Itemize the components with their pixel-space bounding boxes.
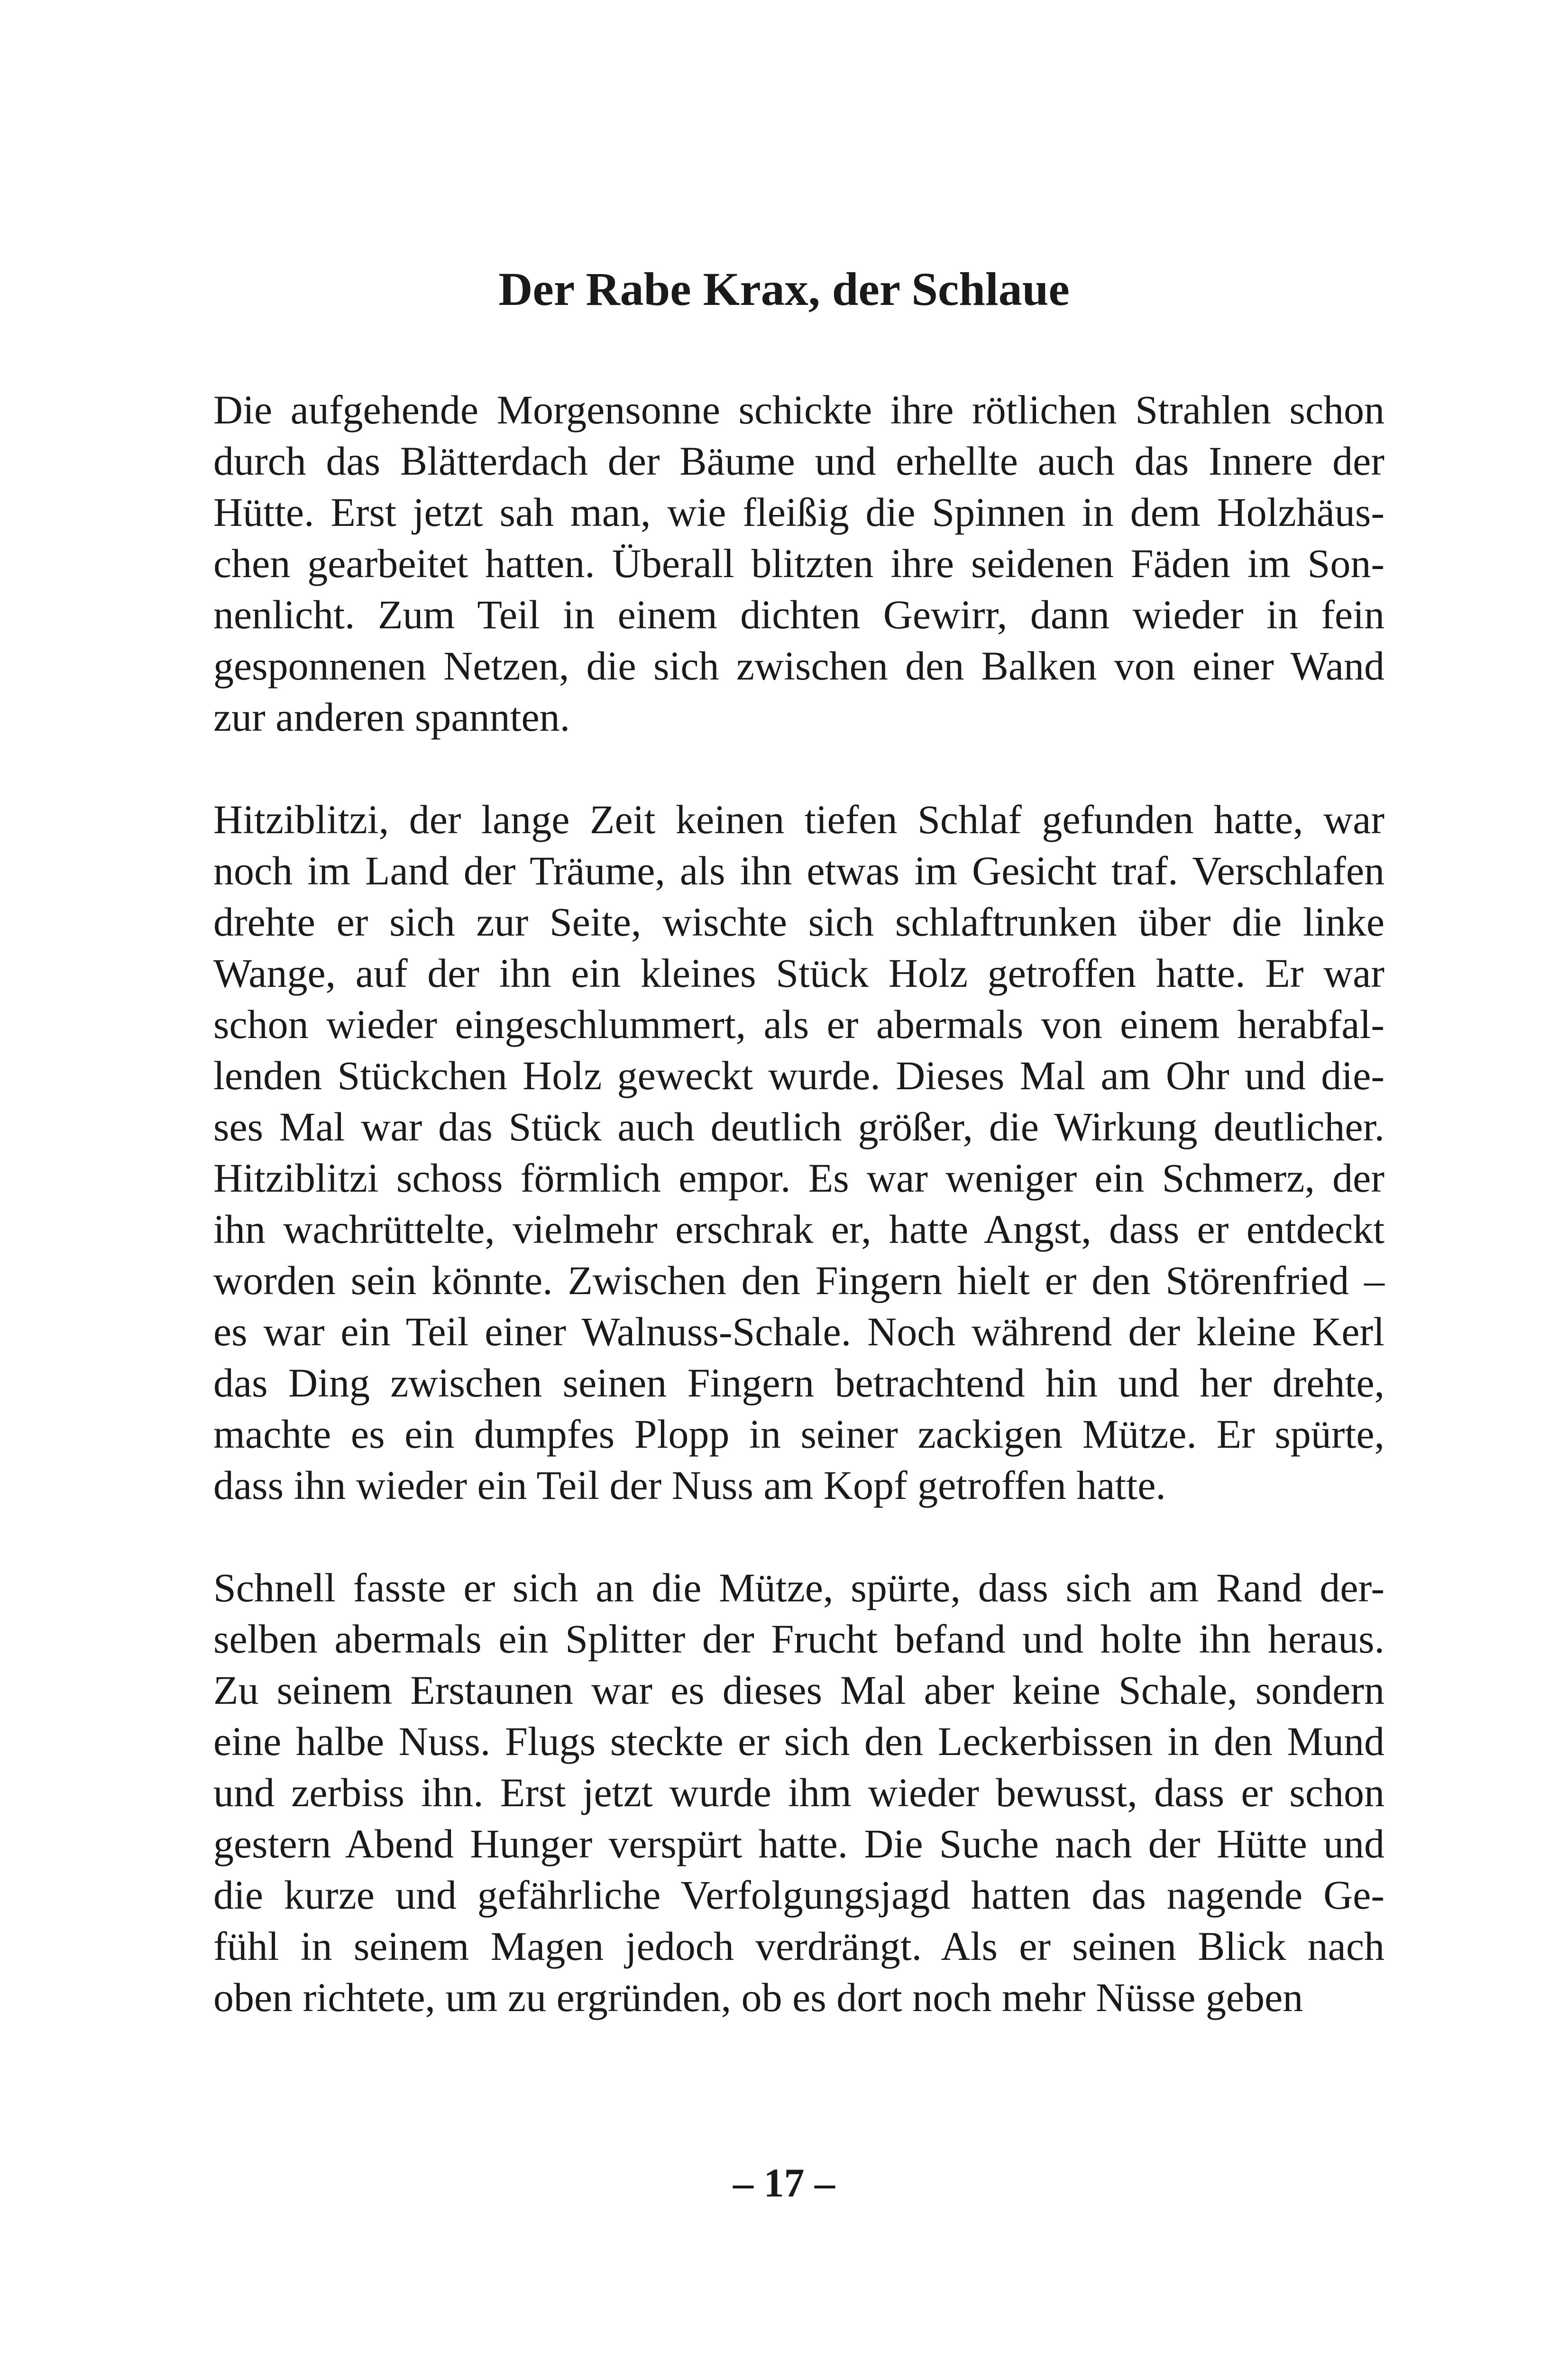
- text-line: und zerbiss ihn. Erst jetzt wurde ihm wieder bewusst, dass er schon: [213, 1770, 1385, 1815]
- body-text: [213, 384, 1385, 2023]
- chapter-title: Der Rabe Krax, der Schlaue: [498, 263, 1070, 315]
- paragraph: [213, 384, 1385, 743]
- text-line: Schnell fasste er sich an die Mütze, spürte, dass sich am Rand der-: [213, 1565, 1385, 1610]
- text-line: chen gearbeitet hatten. Überall blitzten ihre seidenen Fäden im Son-: [213, 541, 1385, 586]
- text-line: fühl in seinem Magen jedoch verdrängt. Als er seinen Blick nach: [213, 1923, 1385, 1969]
- text-line: drehte er sich zur Seite, wischte sich schlaftrunken über die linke: [213, 899, 1385, 945]
- text-line: noch im Land der Träume, als ihn etwas im Gesicht traf. Verschlafen: [213, 848, 1385, 893]
- text-line: gestern Abend Hunger verspürt hatte. Die Suche nach der Hütte und: [213, 1821, 1385, 1866]
- text-line: ihn wachrüttelte, vielmehr erschrak er, hatte Angst, dass er entdeckt: [213, 1206, 1385, 1252]
- paragraph-gap: [213, 1511, 1385, 1562]
- text-line: eine halbe Nuss. Flugs steckte er sich den Leckerbissen in den Mund: [213, 1719, 1385, 1764]
- text-line: durch das Blätterdach der Bäume und erhellte auch das Innere der: [213, 438, 1385, 484]
- text-line: selben abermals ein Splitter der Frucht befand und holte ihn heraus.: [213, 1616, 1385, 1662]
- text-line: das Ding zwischen seinen Fingern betrachtend hin und her drehte,: [213, 1360, 1385, 1406]
- text-line: machte es ein dumpfes Plopp in seiner zackigen Mütze. Er spürte,: [213, 1411, 1385, 1457]
- text-line: Hütte. Erst jetzt sah man, wie fleißig die Spinnen in dem Holzhäus-: [213, 489, 1385, 535]
- text-line: Die aufgehende Morgensonne schickte ihre rötlichen Strahlen schon: [213, 387, 1385, 432]
- paragraph-gap: [213, 743, 1385, 794]
- text-line: schon wieder eingeschlummert, als er abermals von einem herabfal-: [213, 1002, 1385, 1047]
- text-line: Hitziblitzi, der lange Zeit keinen tiefen Schlaf gefunden hatte, war: [213, 797, 1385, 842]
- text-line: ses Mal war das Stück auch deutlich größer, die Wirkung deutlicher.: [213, 1104, 1385, 1149]
- text-line: Wange, auf der ihn ein kleines Stück Holz getroffen hatte. Er war: [213, 950, 1385, 996]
- text-line: nenlicht. Zum Teil in einem dichten Gewirr, dann wieder in fein: [213, 592, 1385, 637]
- text-line: zur anderen spannten.: [213, 694, 570, 740]
- paragraph: [213, 794, 1385, 1511]
- text-line: Zu seinem Erstaunen war es dieses Mal aber keine Schale, sondern: [213, 1667, 1385, 1713]
- text-line: oben richtete, um zu ergründen, ob es dort noch mehr Nüsse geben: [213, 1975, 1303, 2020]
- text-line: es war ein Teil einer Walnuss-Schale. Noch während der kleine Kerl: [213, 1309, 1385, 1354]
- page-number: – 17 –: [733, 2160, 835, 2206]
- text-line: dass ihn wieder ein Teil der Nuss am Kopf getroffen hatte.: [213, 1462, 1166, 1508]
- text-line: gesponnenen Netzen, die sich zwischen den Balken von einer Wand: [213, 643, 1385, 689]
- text-line: lenden Stückchen Holz geweckt wurde. Dieses Mal am Ohr und die-: [213, 1053, 1385, 1098]
- text-line: worden sein könnte. Zwischen den Fingern hielt er den Störenfried –: [213, 1258, 1385, 1303]
- paragraph: [213, 1562, 1385, 2023]
- text-line: Hitziblitzi schoss förmlich empor. Es war weniger ein Schmerz, der: [213, 1155, 1385, 1201]
- text-line: die kurze und gefährliche Verfolgungsjagd hatten das nagende Ge-: [213, 1872, 1385, 1918]
